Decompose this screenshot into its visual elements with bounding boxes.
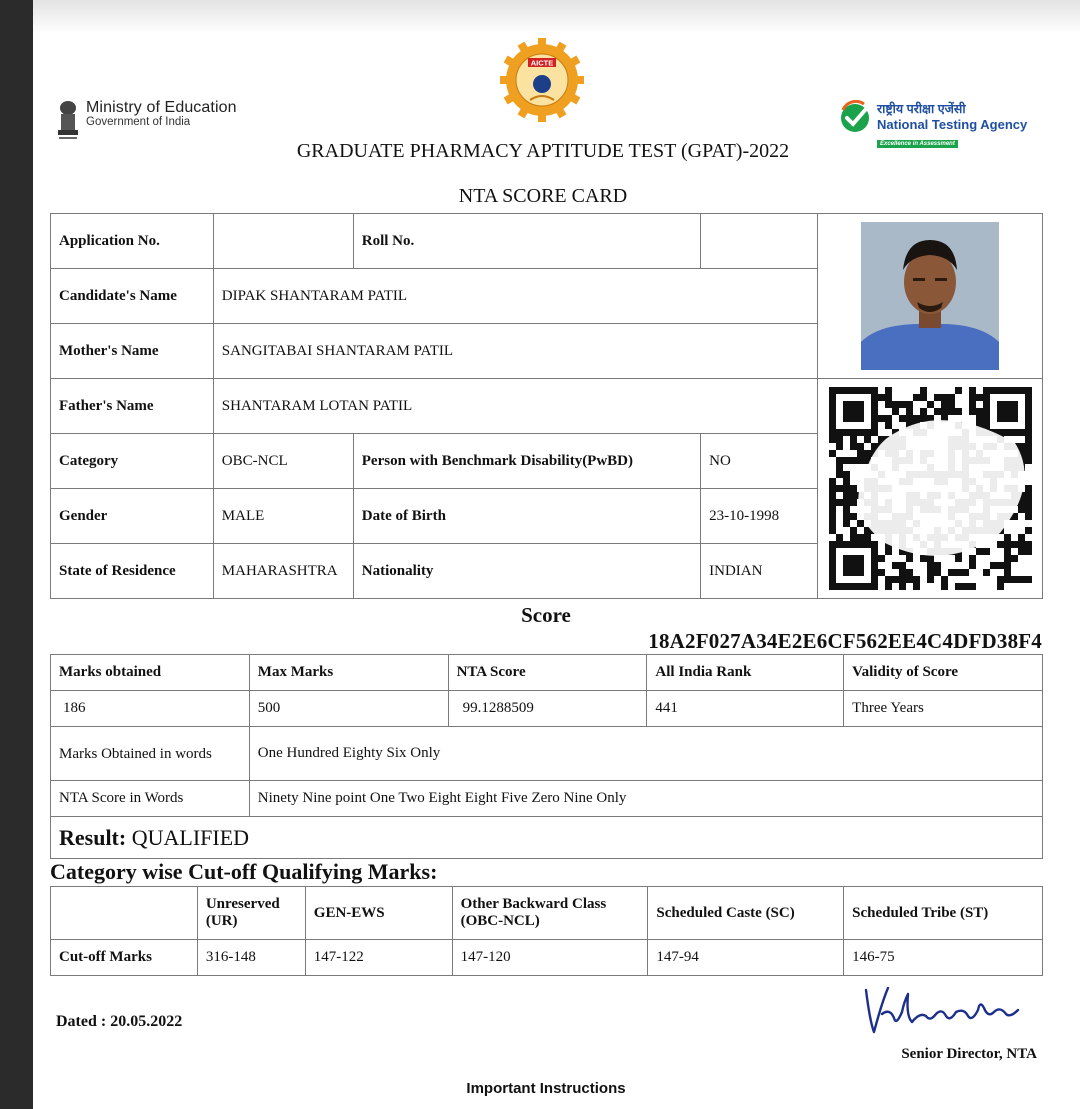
left-edge-bar bbox=[0, 0, 33, 1109]
ministry-subtitle: Government of India bbox=[86, 116, 191, 128]
photo-cell bbox=[818, 214, 1043, 379]
cutoff-st-value: 146-75 bbox=[844, 940, 1043, 976]
mother-name-value: SANGITABAI SHANTARAM PATIL bbox=[213, 324, 817, 379]
score-header-validity: Validity of Score bbox=[844, 655, 1043, 691]
category-label: Category bbox=[51, 434, 214, 489]
nta-name: National Testing Agency bbox=[877, 117, 1028, 132]
cutoff-ur-value: 316-148 bbox=[197, 940, 305, 976]
cutoff-header-sc: Scheduled Caste (SC) bbox=[648, 887, 844, 940]
candidate-name-label: Candidate's Name bbox=[51, 269, 214, 324]
nta-score-value: 99.1288509 bbox=[448, 691, 647, 727]
marks-obtained-value: 186 bbox=[51, 691, 250, 727]
dob-label: Date of Birth bbox=[353, 489, 700, 544]
max-marks-value: 500 bbox=[249, 691, 448, 727]
all-india-rank-value: 441 bbox=[647, 691, 844, 727]
nationality-label: Nationality bbox=[353, 544, 700, 599]
signatory-title: Senior Director, NTA bbox=[901, 1046, 1037, 1062]
application-no-label: Application No. bbox=[51, 214, 214, 269]
pwbd-label: Person with Benchmark Disability(PwBD) bbox=[353, 434, 700, 489]
cutoff-header-ur: Unreserved (UR) bbox=[197, 887, 305, 940]
score-table bbox=[50, 654, 1043, 859]
result-value: QUALIFIED bbox=[131, 824, 250, 850]
cutoff-header-st: Scheduled Tribe (ST) bbox=[844, 887, 1043, 940]
gender-label: Gender bbox=[51, 489, 214, 544]
national-emblem-icon bbox=[55, 99, 81, 143]
score-heading: Score bbox=[521, 603, 571, 627]
cutoff-heading: Category wise Cut-off Qualifying Marks: bbox=[50, 859, 438, 884]
result-row bbox=[51, 817, 1043, 859]
candidate-photo bbox=[861, 222, 999, 370]
score-words-value: Ninety Nine point One Two Eight Eight Five Zero Nine Only bbox=[249, 781, 1042, 817]
cutoff-ews-value: 147-122 bbox=[305, 940, 452, 976]
issue-date: Dated : 20.05.2022 bbox=[56, 1013, 183, 1030]
roll-no-label: Roll No. bbox=[353, 214, 700, 269]
dob-value: 23-10-1998 bbox=[701, 489, 818, 544]
candidate-photo-image bbox=[861, 222, 999, 370]
state-label: State of Residence bbox=[51, 544, 214, 599]
nta-tagline: Excellence in Assessment bbox=[877, 140, 958, 148]
cutoff-obc-value: 147-120 bbox=[452, 940, 648, 976]
nationality-value: INDIAN bbox=[701, 544, 818, 599]
qr-code-icon bbox=[825, 383, 1035, 595]
signature bbox=[860, 982, 1030, 1042]
cutoff-header-obc: Other Backward Class (OBC-NCL) bbox=[452, 887, 648, 940]
marks-words-label: Marks Obtained in words bbox=[51, 727, 250, 781]
ministry-logo bbox=[55, 99, 237, 143]
important-instructions-heading: Important Instructions bbox=[466, 1080, 626, 1097]
qr-cell bbox=[818, 379, 1043, 599]
mother-name-label: Mother's Name bbox=[51, 324, 214, 379]
roll-no-value bbox=[701, 214, 818, 269]
aicte-logo-label: AICTE bbox=[530, 58, 554, 68]
cutoff-header-ews: GEN-EWS bbox=[305, 887, 452, 940]
cutoff-header-blank bbox=[51, 887, 198, 940]
pwbd-value: NO bbox=[701, 434, 818, 489]
application-no-value bbox=[213, 214, 353, 269]
score-words-label: NTA Score in Words bbox=[51, 781, 250, 817]
validity-value: Three Years bbox=[844, 691, 1043, 727]
verification-hash: 18A2F027A34E2E6CF562EE4C4DFD38F4 bbox=[648, 629, 1042, 653]
cutoff-table bbox=[50, 886, 1043, 976]
card-title: NTA SCORE CARD bbox=[458, 185, 628, 207]
category-value: OBC-NCL bbox=[213, 434, 353, 489]
cutoff-row-label: Cut-off Marks bbox=[51, 940, 198, 976]
candidate-name-value: DIPAK SHANTARAM PATIL bbox=[213, 269, 817, 324]
score-header-nta: NTA Score bbox=[448, 655, 647, 691]
signature-text: Vnlarasehar bbox=[860, 982, 865, 983]
nta-check-icon bbox=[840, 100, 872, 134]
marks-words-value: One Hundred Eighty Six Only bbox=[249, 727, 1042, 781]
father-name-label: Father's Name bbox=[51, 379, 214, 434]
result-label: Result: bbox=[59, 824, 127, 850]
top-shade bbox=[33, 0, 1080, 34]
gender-value: MALE bbox=[213, 489, 353, 544]
score-header-max: Max Marks bbox=[249, 655, 448, 691]
candidate-info-table bbox=[50, 213, 1043, 599]
nta-hindi-name: राष्ट्रीय परीक्षा एजेंसी bbox=[877, 102, 966, 116]
aicte-logo bbox=[500, 38, 584, 122]
score-header-rank: All India Rank bbox=[647, 655, 844, 691]
state-value: MAHARASHTRA bbox=[213, 544, 353, 599]
ministry-title: Ministry of Education bbox=[86, 99, 237, 116]
father-name-value: SHANTARAM LOTAN PATIL bbox=[213, 379, 817, 434]
exam-title: GRADUATE PHARMACY APTITUDE TEST (GPAT)-2022 bbox=[296, 140, 790, 162]
cutoff-sc-value: 147-94 bbox=[648, 940, 844, 976]
score-header-marks: Marks obtained bbox=[51, 655, 250, 691]
